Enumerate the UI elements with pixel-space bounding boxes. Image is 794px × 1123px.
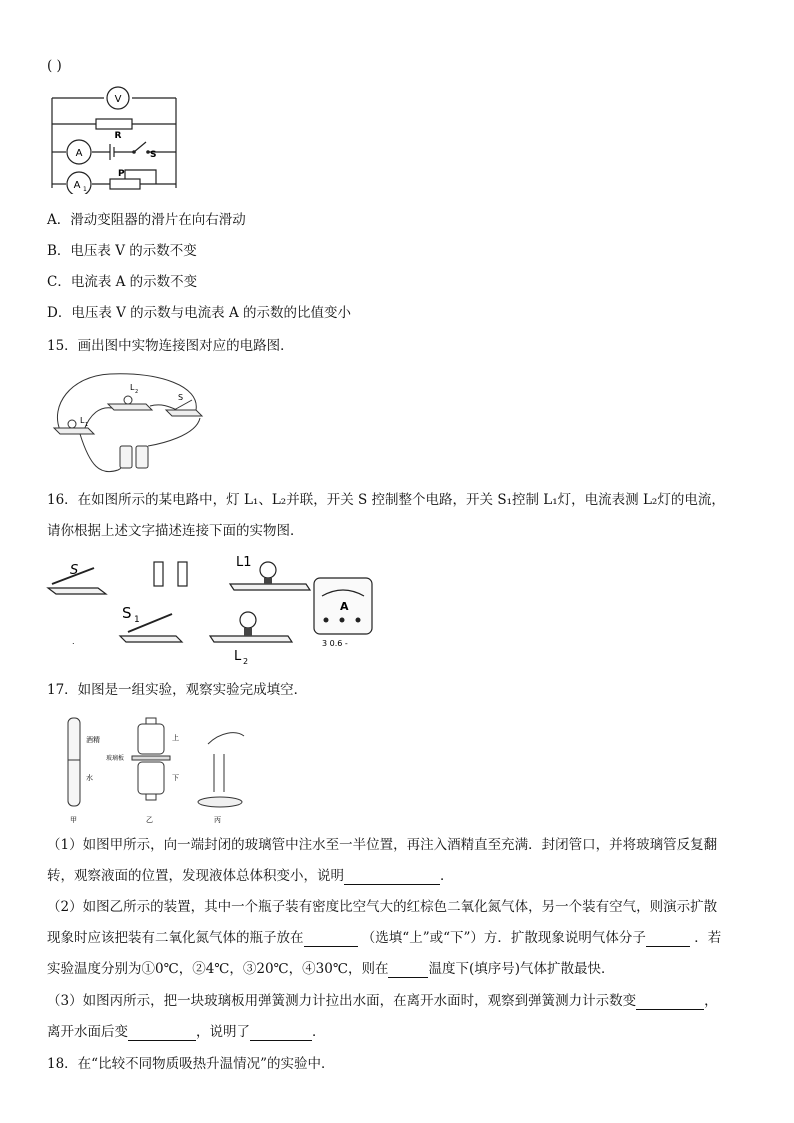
caption-jia: 甲: [70, 816, 77, 824]
svg-text:L: L: [130, 383, 135, 392]
caption-bing: 丙: [214, 816, 221, 824]
svg-text:1: 1: [83, 186, 87, 193]
water-label: 水: [86, 774, 93, 782]
lamp-l2-label: L: [234, 649, 242, 664]
svg-text:1: 1: [134, 615, 140, 625]
lamp-l2-icon: [124, 396, 132, 404]
answer-blank[interactable]: [128, 1026, 196, 1041]
q17-part2-line2: 现象时应该把装有二氧化氮气体的瓶子放在 （选填“上”或“下”）方．扩散现象说明气体分子 ．若: [47, 930, 722, 946]
switch-s1-label: S: [122, 604, 132, 622]
q16-components-figure: [44, 548, 374, 666]
q17-part2-line3: 实验温度分别为①0℃，②4℃，③20℃，④30℃，则在 温度下(填序号)气体扩散最快．: [47, 961, 615, 977]
slider-label: P: [118, 169, 125, 179]
q17-part1-line1: （1）如图甲所示，向一端封闭的玻璃管中注水至一半位置，再注入酒精直至充满．封闭管口，并将玻璃管反复翻: [47, 837, 718, 853]
q17-part1-line2: 转，观察液面的位置，发现液体总体积变小，说明 ．: [47, 868, 454, 884]
svg-text:A: A: [340, 600, 349, 613]
up-label: 上: [172, 734, 179, 742]
switch-label: S: [150, 150, 157, 160]
svg-text:1: 1: [85, 422, 89, 428]
question-18: 18．在“比较不同物质吸热升温情况”的实验中．: [47, 1056, 335, 1072]
ammeter-a1-icon: [67, 172, 91, 194]
svg-text:2: 2: [243, 657, 249, 666]
question-16-line1: 16．在如图所示的某电路中，灯 L₁、L₂并联，开关 S 控制整个电路，开关 S₁控制 L₁灯，电流表测 L₂灯的电流，: [47, 492, 725, 508]
q17-part2-line1: （2）如图乙所示的装置，其中一个瓶子装有密度比空气大的红棕色二氧化氮气体，另一个装有空气，则演示扩散: [47, 899, 718, 915]
answer-blank[interactable]: [250, 1026, 312, 1041]
lamp-l1-icon: [260, 562, 276, 584]
caption-yi: 乙: [146, 816, 153, 824]
glass-plate-label: 玻璃板: [106, 755, 125, 762]
q17-part3-line1: （3）如图丙所示，把一块玻璃板用弹簧测力计拉出水面，在离开水面时，观察到弹簧测力计示数变 ，: [47, 993, 718, 1009]
switch-label: S: [178, 393, 184, 402]
option-c: C．电流表 A 的示数不变: [47, 274, 198, 290]
alcohol-label: 酒精: [86, 736, 100, 744]
q15-physical-circuit-figure: [50, 366, 210, 478]
option-a: A．滑动变阻器的滑片在向右滑动: [47, 212, 246, 228]
lamp-l1-icon: [68, 420, 76, 428]
svg-text:A: A: [73, 180, 81, 191]
voltmeter-icon: [107, 87, 129, 109]
q14-circuit-figure: [46, 84, 182, 194]
answer-blank[interactable]: [636, 995, 704, 1010]
question-16-line2: 请你根据上述文字描述连接下面的实物图．: [47, 523, 304, 539]
answer-bracket: ( ): [47, 58, 62, 74]
q17-part3-line2: 离开水面后变 ，说明了 ．: [47, 1024, 326, 1040]
answer-blank[interactable]: [646, 932, 690, 947]
answer-blank[interactable]: [344, 870, 440, 885]
option-d: D．电压表 V 的示数与电流表 A 的示数的比值变小: [47, 305, 351, 321]
ammeter-scale-labels: 3 0.6 -: [322, 639, 348, 648]
resistor-label: R: [114, 131, 122, 141]
ammeter-icon: [67, 140, 91, 164]
svg-text:A: A: [75, 148, 83, 159]
question-17: 17．如图是一组实验，观察实验完成填空．: [47, 682, 308, 698]
switch-s-label: S: [70, 563, 79, 578]
svg-text:V: V: [114, 94, 122, 105]
answer-blank[interactable]: [304, 932, 358, 947]
svg-text:2: 2: [135, 389, 139, 395]
answer-blank[interactable]: [388, 963, 428, 978]
svg-text:L: L: [80, 416, 85, 425]
down-label: 下: [172, 774, 179, 782]
svg-text:.: .: [72, 637, 75, 646]
q17-experiments-figure: [60, 714, 260, 824]
option-b: B．电压表 V 的示数不变: [47, 243, 197, 259]
lamp-l1-label: L1: [236, 555, 252, 570]
lamp-l2-icon: [240, 612, 256, 636]
question-15: 15．画出图中实物连接图对应的电路图．: [47, 338, 294, 354]
